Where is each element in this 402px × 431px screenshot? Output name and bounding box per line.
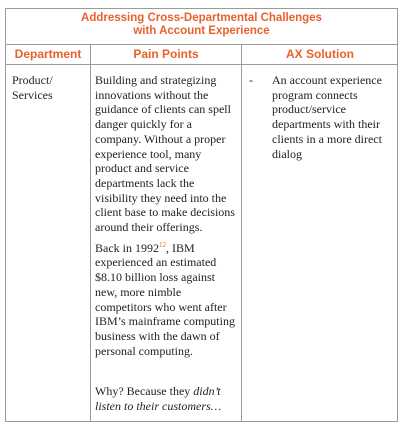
pain-paragraph-2-end: , IBM experienced an estimated $8.10 billion loss against new, more nimble competitors who went after IBM’s mainframe computing business with the dawn of personal computing. (95, 240, 235, 358)
table-title (6, 9, 397, 44)
pain-paragraph-3 (95, 384, 239, 413)
column-divider-2 (241, 44, 242, 421)
department-cell: Product/ Services (12, 73, 53, 102)
header-pain-points: Pain Points (133, 47, 199, 61)
pain-paragraph-1: Building and strategizing innovations without the guidance of clients can spell danger quickly for a company. Without a proper experience tool, many product and service departments lack the visibility they need into the client base to make decisions around their offerings. (95, 73, 235, 235)
challenges-table (5, 8, 398, 422)
pain-paragraph-2-start: Back in 1992 (95, 240, 159, 255)
solution-cell: An account experience program connects product/service departments with their clients in a more direct dialog (272, 73, 382, 161)
pain-paragraph-3-italic: didn’t listen to their customers… (95, 384, 222, 414)
footnote-marker[interactable]: 12 (159, 240, 166, 249)
column-divider-1 (90, 44, 91, 421)
pain-paragraph-3-start: Why? Because they (95, 384, 194, 399)
header-department: Department (14, 47, 82, 61)
header-row (6, 44, 397, 65)
table-title-line-1: Addressing Cross-Departmental Challenges (81, 12, 322, 24)
header-ax-solution: AX Solution (286, 47, 354, 61)
table-title-line-2: with Account Experience (133, 25, 270, 37)
solution-bullet: - (249, 73, 253, 87)
pain-paragraph-2 (95, 241, 239, 359)
pain-points-cell (95, 73, 239, 420)
